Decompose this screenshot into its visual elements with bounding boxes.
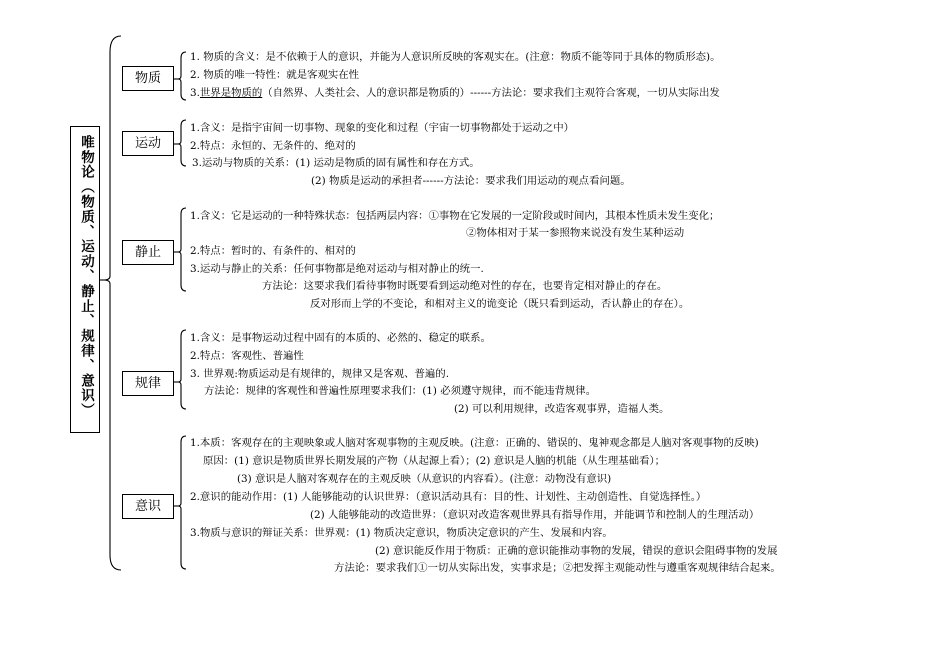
yishi-line-1: 1.本质：客观存在的主观映象或人脑对客观事物的主观反映。(注意：正确的、错误的、鬼神观念都是人脑对客观事物的反映) (190, 437, 759, 449)
jingzhi-line-3: 2.特点：暂时的、有条件的、相对的 (190, 245, 356, 257)
guilv-line-2: 2.特点：客观性、普遍性 (190, 350, 304, 362)
wuzhi-line-2: 2. 物质的唯一特性：就是客观实在性 (190, 69, 360, 81)
yundong-line-1: 1.含义：是指宇宙间一切事物、现象的变化和过程（宇宙一切事物都处于运动之中） (190, 122, 574, 134)
underlined-term: 世界是物质的 (199, 87, 263, 99)
section-yundong-box: 运动 (122, 131, 174, 156)
section-jingzhi-box: 静止 (122, 240, 174, 265)
yundong-brace (178, 120, 186, 166)
jingzhi-line-2: ②物体相对于某一参照物来说没有发生某种运动 (466, 227, 685, 239)
yundong-line-2: 2.特点：永恒的、无条件的、绝对的 (190, 140, 356, 152)
guilv-brace (178, 330, 186, 409)
section-yishi-box: 意识 (122, 494, 174, 519)
guilv-line-5: (2) 可以利用规律，改造客观事界，造福人类。 (454, 403, 670, 415)
guilv-line-1: 1.含义：是事物运动过程中固有的本质的、必然的、稳定的联系。 (190, 332, 491, 344)
yishi-line-6: 3.物质与意识的辩证关系：世界观：(1) 物质决定意识，物质决定意识的产生、发展和内容。 (190, 527, 613, 539)
section-wuzhi-box: 物质 (122, 66, 174, 91)
section-guilv-box: 规律 (122, 371, 174, 396)
jingzhi-line-1: 1.含义：它是运动的一种特殊状态：包括两层内容：①事物在它发展的一定阶段或时间内，其根本性质未发生变化； (190, 210, 720, 222)
wuzhi-brace (178, 52, 186, 100)
main-topic-box (70, 126, 100, 433)
jingzhi-line-5: 方法论：这要求我们看待事物时既要看到运动绝对性的存在，也要肯定相对静止的存在。 (262, 280, 668, 292)
yundong-line-3: 3.运动与物质的关系：(1) 运动是物质的固有属性和存在方式。 (192, 157, 480, 169)
jingzhi-line-4: 3.运动与静止的关系：任何事物都是绝对运动与相对静止的统一. (190, 263, 484, 275)
main-brace (104, 36, 121, 570)
yundong-line-4: (2) 物质是运动的承担者------方法论：要求我们用运动的观点看问题。 (311, 175, 631, 187)
guilv-line-3: 3. 世界观:物质运动是有规律的，规律又是客观、普遍的. (190, 368, 450, 380)
yishi-line-3: (3) 意识是人脑对客观存在的主观反映（从意识的内容看）。(注意：动物没有意识) (237, 473, 612, 485)
jingzhi-brace (178, 208, 186, 291)
yishi-line-2: 原因：(1) 意识是物质世界长期发展的产物（从起源上看）；(2) 意识是人脑的机能（从生理基础看）； (203, 455, 666, 467)
wuzhi-line-1: 1. 物质的含义：是不依赖于人的意识，并能为人意识所反映的客观实在。(注意：物质不能等同于具体的物质形态)。 (190, 51, 721, 63)
yishi-brace (178, 436, 186, 569)
yishi-line-4: 2.意识的能动作用：(1) 人能够能动的认识世界：（意识活动具有：目的性、计划性、主动创造性、自觉选择性。） (190, 491, 707, 503)
guilv-line-4: 方法论：规律的客观性和普遍性原理要求我们：(1) 必须遵守规律，而不能违背规律。 (204, 385, 597, 397)
jingzhi-line-6: 反对形而上学的不变论，和相对主义的诡变论（既只看到运动，否认静止的存在）。 (310, 298, 690, 310)
yishi-line-5: (2) 人能够能动的改造世界：（意识对改造客观世界具有指导作用，并能调节和控制人的生理活动） (310, 509, 760, 521)
yishi-line-8: 方法论：要求我们①一切从实际出发，实事求是；②把发挥主观能动性与遵重客观规律结合起来。 (334, 562, 781, 574)
wuzhi-line-3: 3.世界是物质的（自然界、人类社会、人的意识都是物质的）------方法论：要求我们主观符合客观，一切从实际出发 (190, 87, 720, 99)
main-title: 唯物论（物质、运动、静止、规律、意识） (78, 135, 94, 419)
yishi-line-7: (2) 意识能反作用于物质：正确的意识能推动事物的发展，错误的意识会阻碍事物的发展 (375, 545, 778, 557)
